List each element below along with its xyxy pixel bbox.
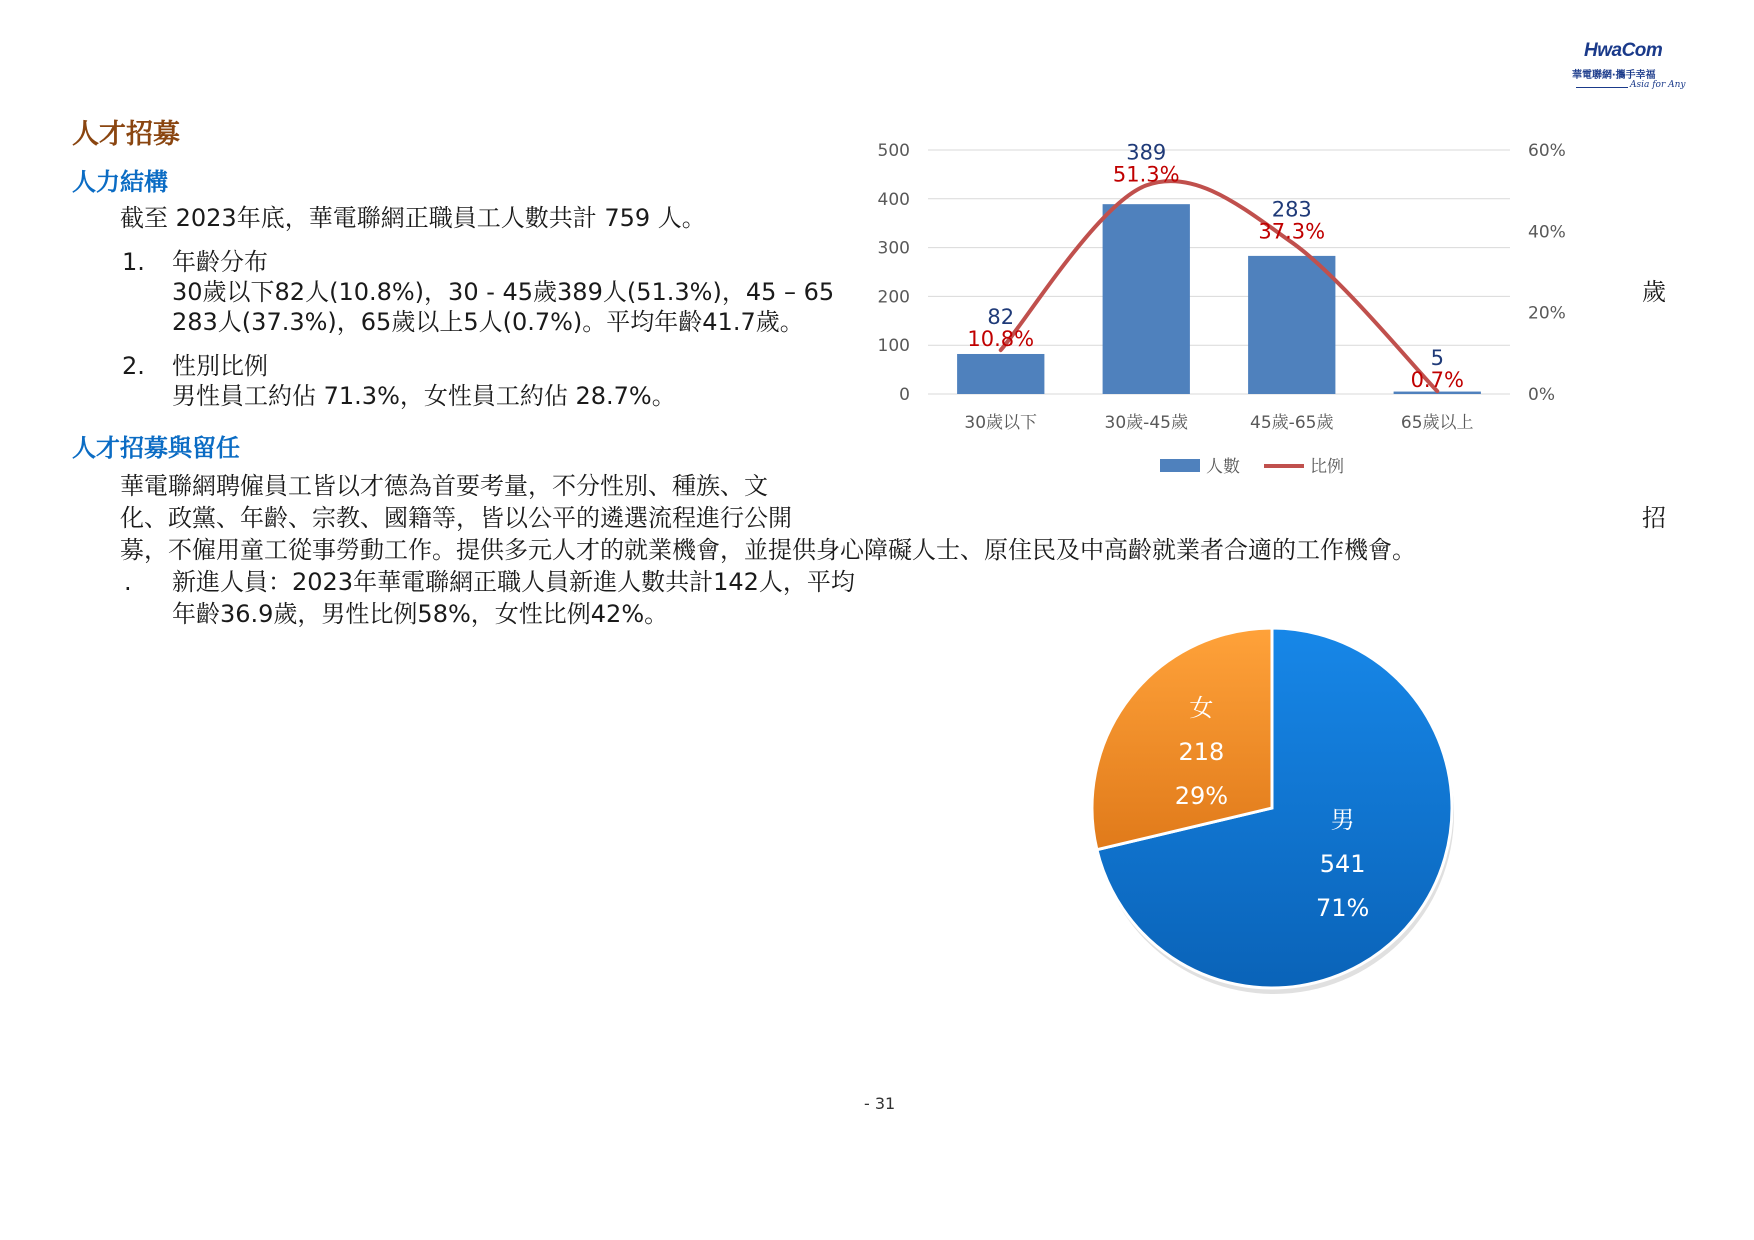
y-left-tick-label: 400 <box>877 189 910 210</box>
y-left-tick-label: 100 <box>877 336 910 357</box>
y-left-tick-label: 500 <box>877 141 910 161</box>
new-hire-line2: 年齡36.9歲，男性比例58%，女性比例42%。 <box>172 600 669 628</box>
item2-title: 性別比例 <box>172 352 268 380</box>
item2-line: 男性員工約佔 71.3%，女性員工約佔 28.7%。 <box>172 382 676 410</box>
age-distribution-chart <box>860 132 1660 492</box>
y-right-tick-label: 40% <box>1528 222 1566 243</box>
new-hire-line1: 新進人員：2023年華電聯網正職人員新進人數共計142人，平均 <box>172 568 855 596</box>
pie-label-percent: 29% <box>1174 782 1229 811</box>
legend-bar-label: 人數 <box>1206 457 1240 477</box>
bar <box>957 354 1044 394</box>
bar <box>1103 204 1190 394</box>
section-heading-recruitment: 人才招募與留任 <box>72 434 240 462</box>
logo-slogan: Asia for Any <box>1630 80 1686 90</box>
bar-data-label: 389 <box>1126 140 1167 165</box>
line-data-label: 51.3% <box>1112 162 1180 187</box>
y-left-tick-label: 200 <box>877 287 910 308</box>
line-data-label: 37.3% <box>1258 219 1326 244</box>
item1-line2: 283人(37.3%)，65歲以上5人(0.7%)。平均年齡41.7歲。 <box>172 308 804 336</box>
pie-label-value: 541 <box>1319 849 1366 878</box>
x-tick-label: 30歲以下 <box>964 413 1038 433</box>
legend-bar-swatch <box>1160 459 1200 472</box>
pie-label-value: 218 <box>1178 738 1225 767</box>
page-number: - 31 <box>864 1094 896 1113</box>
pie-label-name: 女 <box>1189 694 1214 723</box>
x-tick-label: 30歲-45歲 <box>1104 413 1188 433</box>
company-logo <box>1572 36 1702 98</box>
ratio-line <box>1001 181 1438 391</box>
pie-label-name: 男 <box>1330 805 1355 834</box>
legend-line-label: 比例 <box>1310 457 1344 477</box>
intro-text: 截至 2023年底，華電聯網正職員工人數共計 759 人。 <box>120 204 706 232</box>
bar-data-label: 283 <box>1271 197 1312 222</box>
y-left-tick-label: 0 <box>899 385 910 405</box>
recruit-para-line2: 化、政黨、年齡、宗教、國籍等，皆以公平的遴選流程進行公開 <box>120 504 792 532</box>
y-right-tick-label: 20% <box>1528 303 1566 324</box>
item2-number: 2. <box>122 352 145 380</box>
pie-label-percent: 71% <box>1315 893 1370 922</box>
y-right-tick-label: 60% <box>1528 141 1566 161</box>
x-tick-label: 45歲-65歲 <box>1250 413 1334 433</box>
section-heading-structure: 人力結構 <box>72 168 168 196</box>
item1-number: 1. <box>122 248 145 276</box>
recruit-para-wrap-char: 招 <box>1642 504 1666 532</box>
y-left-tick-label: 300 <box>877 238 910 259</box>
gender-pie-chart <box>1080 620 1460 1000</box>
line-data-label: 10.8% <box>967 327 1035 352</box>
bar <box>1248 256 1335 394</box>
bullet-marker: . <box>124 568 132 596</box>
y-right-tick-label: 0% <box>1528 385 1555 405</box>
bar-data-label: 5 <box>1430 346 1444 371</box>
item1-wrap-char: 歲 <box>1642 278 1666 306</box>
page-title: 人才招募 <box>72 119 180 150</box>
item1-line1: 30歲以下82人(10.8%)，30 - 45歲389人(51.3%)，45 – 65 <box>172 278 835 306</box>
logo-divider <box>1576 87 1628 88</box>
logo-wordmark: HwaCom <box>1584 40 1663 61</box>
line-data-label: 0.7% <box>1410 368 1464 393</box>
logo-tagline: 華電聯網‧攜手幸福 <box>1572 70 1656 81</box>
bar-data-label: 82 <box>987 305 1015 330</box>
recruit-para-line3: 募，不僱用童工從事勞動工作。提供多元人才的就業機會，並提供身心障礙人士、原住民及中高齡就業者合適的工作機會。 <box>120 536 1416 564</box>
item1-title: 年齡分布 <box>172 248 268 276</box>
recruit-para-line1: 華電聯網聘僱員工皆以才德為首要考量，不分性別、種族、文 <box>120 472 768 500</box>
x-tick-label: 65歲以上 <box>1400 413 1474 433</box>
